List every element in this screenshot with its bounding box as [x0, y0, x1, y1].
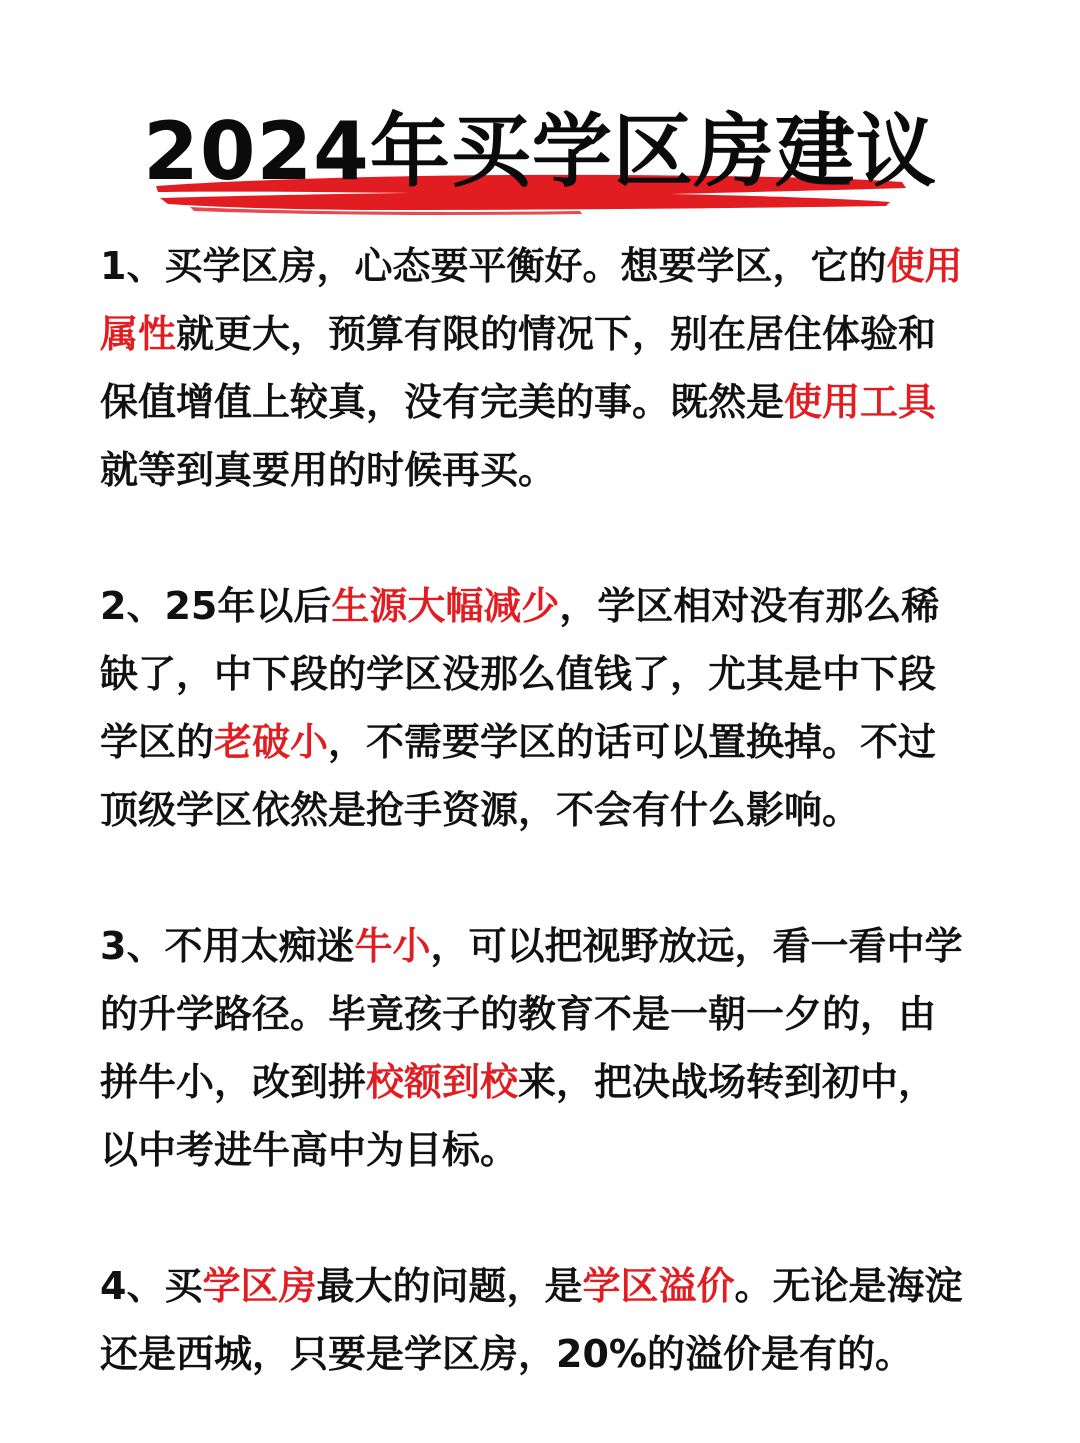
paragraph-line [100, 436, 1000, 504]
highlight-text: 属性 [100, 312, 177, 356]
paragraph-line [100, 980, 1000, 1048]
body-text: ，可以把视野放远，看一看中学 [430, 924, 963, 968]
highlight-text: 学区溢价 [582, 1264, 735, 1308]
page-title: 2024年买学区房建议 [143, 105, 937, 198]
paragraph-line [100, 1048, 1000, 1116]
body-text: 4、买 [100, 1264, 203, 1308]
highlight-text: 使用 [886, 244, 963, 288]
body-text: 以中考进牛高中为目标。 [100, 1128, 519, 1172]
body-text: 最大的问题，是 [316, 1264, 583, 1308]
body-text: 顶级学区依然是抢手资源，不会有什么影响。 [100, 788, 861, 832]
body-text: 。无论是海淀 [734, 1264, 963, 1308]
body-text: ，学区相对没有那么稀 [559, 584, 940, 628]
paragraph-3 [100, 912, 1000, 1184]
title-block [0, 96, 1080, 226]
paragraph-4 [100, 1252, 1000, 1388]
highlight-text: 使用工具 [784, 380, 937, 424]
body-text: 拼牛小，改到拼 [100, 1060, 367, 1104]
body-text: 保值增值上较真，没有完美的事。既然是 [100, 380, 785, 424]
paragraph-line [100, 640, 1000, 708]
highlight-text: 牛小 [354, 924, 431, 968]
article-body [100, 232, 1000, 1388]
paragraph-2 [100, 572, 1000, 844]
body-text: 就更大，预算有限的情况下，别在居住体验和 [176, 312, 937, 356]
body-text: 2、25年以后 [100, 584, 332, 628]
paragraph-line [100, 1116, 1000, 1184]
body-text: 3、不用太痴迷 [100, 924, 355, 968]
highlight-text: 学区房 [202, 1264, 317, 1308]
paragraph-line [100, 368, 1000, 436]
paragraph-line [100, 1252, 1000, 1320]
body-text: ，不需要学区的话可以置换掉。不过 [328, 720, 937, 764]
body-text: 1、买学区房，心态要平衡好。想要学区，它的 [100, 244, 887, 288]
body-text: 来，把决战场转到初中， [518, 1060, 937, 1104]
body-text: 学区的 [100, 720, 215, 764]
paragraph-1 [100, 232, 1000, 504]
body-text: 就等到真要用的时候再买。 [100, 448, 557, 492]
highlight-text: 老破小 [214, 720, 329, 764]
paragraph-line [100, 300, 1000, 368]
paragraph-line [100, 572, 1000, 640]
paragraph-line [100, 776, 1000, 844]
paragraph-line [100, 1320, 1000, 1388]
paragraph-line [100, 912, 1000, 980]
body-text: 缺了，中下段的学区没那么值钱了，尤其是中下段 [100, 652, 937, 696]
body-text: 还是西城，只要是学区房，20%的溢价是有的。 [100, 1332, 913, 1376]
highlight-text: 生源大幅减少 [331, 584, 560, 628]
highlight-text: 校额到校 [366, 1060, 519, 1104]
body-text: 的升学路径。毕竟孩子的教育不是一朝一夕的，由 [100, 992, 937, 1036]
paragraph-line [100, 232, 1000, 300]
paragraph-line [100, 708, 1000, 776]
